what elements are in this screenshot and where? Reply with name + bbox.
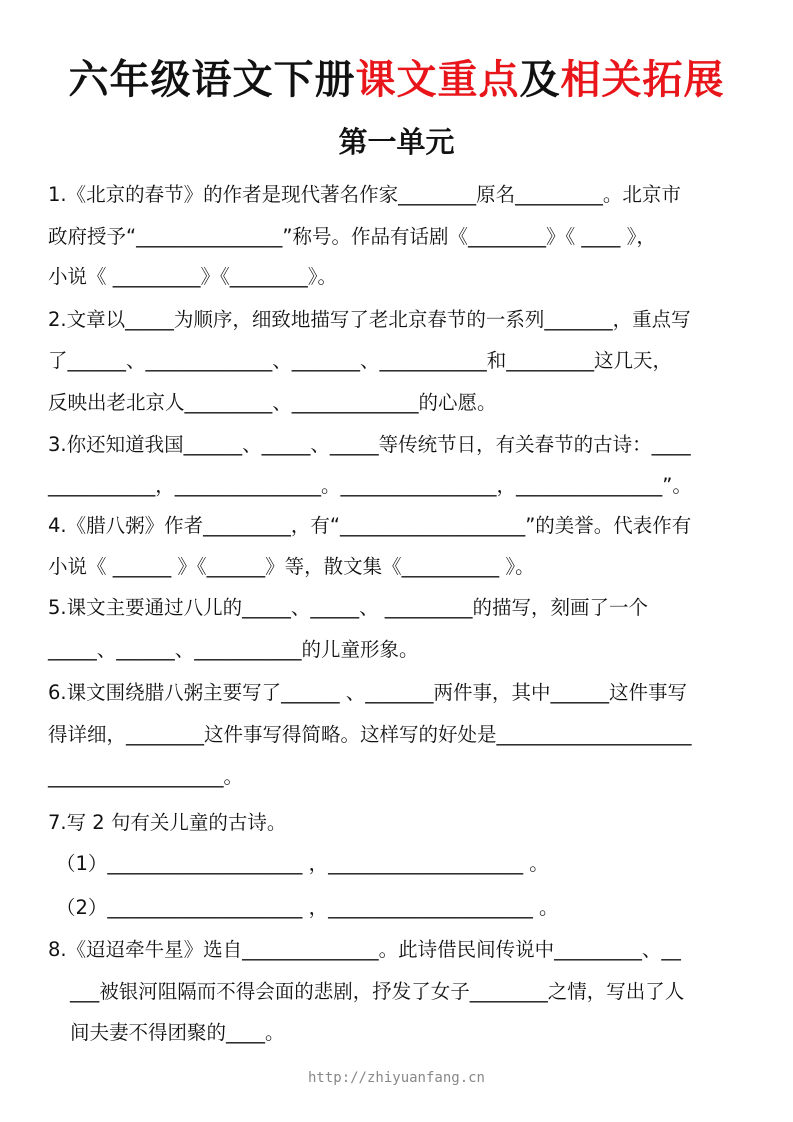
- question-line: 了______、_____________、_______、___________和_________这几天，: [48, 349, 673, 372]
- title-part-1: 六年级语文下册: [68, 57, 356, 103]
- question-line: __________________。: [48, 765, 244, 788]
- title-part-3: 及: [519, 57, 561, 103]
- question-line: 4.《腊八粥》作者_________，有“___________________”的美誉。代表作有: [48, 514, 692, 537]
- question-line: _____、______、___________的儿童形象。: [48, 638, 419, 661]
- question-line: 7.写 2 句有关儿童的古诗。: [48, 811, 287, 834]
- question-line: 小说《 _________》《________》。: [48, 265, 337, 288]
- question-line: 5.课文主要通过八儿的_____、_____、 _________的描写，刻画了一个: [48, 596, 649, 619]
- question-line: 2.文章以_____为顺序，细致地描写了老北京春节的一系列_______，重点写: [48, 308, 691, 331]
- question-line: 间夫妻不得团聚的____。: [70, 1021, 285, 1044]
- title-part-4: 相关拓展: [560, 57, 725, 103]
- question-line: （1）____________________ ，____________________ 。: [56, 852, 549, 875]
- question-line: 得详细，________这件事写得简略。这样写的好处是____________________: [48, 723, 692, 746]
- page-title: [0, 48, 793, 105]
- question-line: 3.你还知道我国______、_____、_____等传统节日，有关春节的古诗：____: [48, 433, 691, 456]
- question-line: ___________，_______________。________________，_______________”。: [48, 474, 692, 497]
- question-line: 小说《 ______ 》《______》等，散文集《__________ 》。: [48, 555, 535, 578]
- question-line: 反映出老北京人_________、_____________的心愿。: [48, 391, 497, 414]
- question-line: （2）____________________ ，_____________________ 。: [56, 896, 559, 919]
- title-part-2: 课文重点: [355, 57, 520, 103]
- question-line: 6.课文围绕腊八粥主要写了______ 、_______两件事，其中______这件事写: [48, 681, 688, 704]
- question-line: ___被银河阻隔而不得会面的悲剧，抒发了女子________之情，写出了人: [70, 980, 685, 1003]
- question-line: 政府授予“_______________”称号。作品有话剧《________》《 ____ 》，: [48, 225, 656, 248]
- question-line: 1.《北京的春节》的作者是现代著名作家________原名_________。北京市: [48, 183, 681, 206]
- watermark-url: http://zhiyuanfang.cn: [307, 1070, 485, 1086]
- section-title: 第一单元: [338, 125, 455, 159]
- question-line: 8.《迢迢牵牛星》选自______________。此诗借民间传说中_________、__: [48, 938, 681, 961]
